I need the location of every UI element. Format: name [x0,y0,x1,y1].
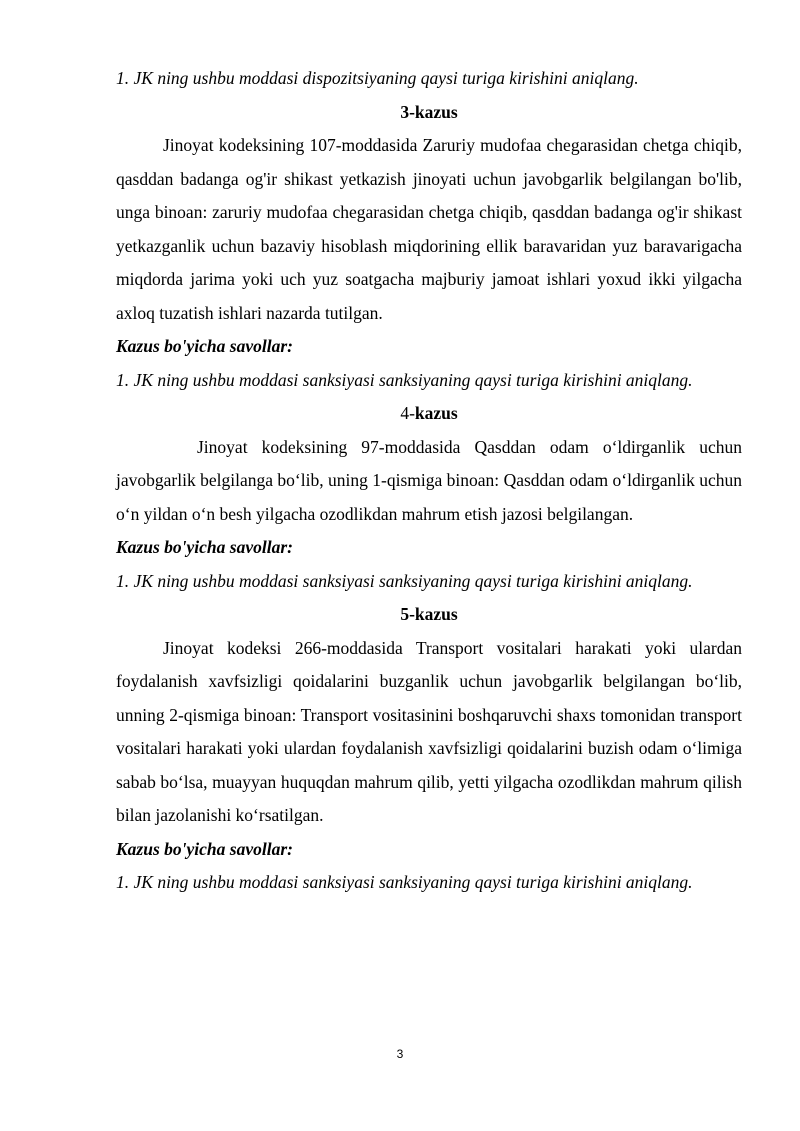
case-5-question: 1. JK ning ushbu moddasi sanksiyasi sanksiyaning qaysi turiga kirishini aniqlang. [116,872,693,892]
document-page [116,62,742,900]
case-5-body: Jinoyat kodeksi 266-moddasida Transport vositalari harakati yoki ulardan foydalanish xavfsizligi qoidalarini buzganlik uchun javobgarlik belgilangan bo‘lib, unning 2-qismiga binoan: Transport vositasinini boshqaruvchi shaxs tomonidan transport vositalari harakati yoki ulardan foydalanish xavfsizligi qoidalarini buzish odam o‘limiga sabab bo‘lsa, muayyan huquqdan mahrum qilib, yetti yilgacha ozodlikdan mahrum qilish bilan jazolanishi ko‘rsatilgan. [116,637,742,825]
case-4-question: 1. JK ning ushbu moddasi sanksiyasi sanksiyaning qaysi turiga kirishini aniqlang. [116,570,693,591]
case-4-title-number: 4- [400,403,415,423]
page-number: 3 [396,1047,404,1061]
top-question: 1. JK ning ushbu moddasi dispozitsiyaning qaysi turiga kirishini aniqlang. [116,68,639,88]
case-3-body: Jinoyat kodeksining 107-moddasida Zaruriy mudofaa chegarasidan chetga chiqib, qasddan badanga og'ir shikast yetkazish jinoyati uchun javobgarlik belgilangan bo'lib, unga binoan: zaruriy mudofaa chegarasidan chetga chiqib, qasddan badanga og'ir shikast yetkazganlik uchun bazaviy hisoblash miqdorining ellik baravaridan yuz baravarigacha miqdorda jarima yoki uch yuz soatgacha majburiy jamoat ishlari yoxud ikki yilgacha axloq tuzatish ishlari nazarda tutilgan. [116,135,742,323]
case-5-title: 5-kazus [400,604,458,624]
case-3-questions-heading: Kazus bo'yicha savollar: [116,336,293,356]
case-4-body: Jinoyat kodeksining 97-moddasida Qasddan odam o‘ldirganlik uchun javobgarlik belgilanga bo‘lib, uning 1-qismiga binoan: Qasddan odam o‘ldirganlik uchun o‘n yildan o‘n besh yilgacha ozodlikdan mahrum etish jazosi belgilangan. [116,436,742,524]
case-4-title-word: kazus [414,403,458,423]
case-5-questions-heading: Kazus bo'yicha savollar: [116,838,293,859]
case-4-questions-heading: Kazus bo'yicha savollar: [116,537,293,557]
case-4-title [116,397,742,431]
case-3-question: 1. JK ning ushbu moddasi sanksiyasi sanksiyaning qaysi turiga kirishini aniqlang. [116,369,693,390]
case-3-title: 3-kazus [400,101,458,122]
